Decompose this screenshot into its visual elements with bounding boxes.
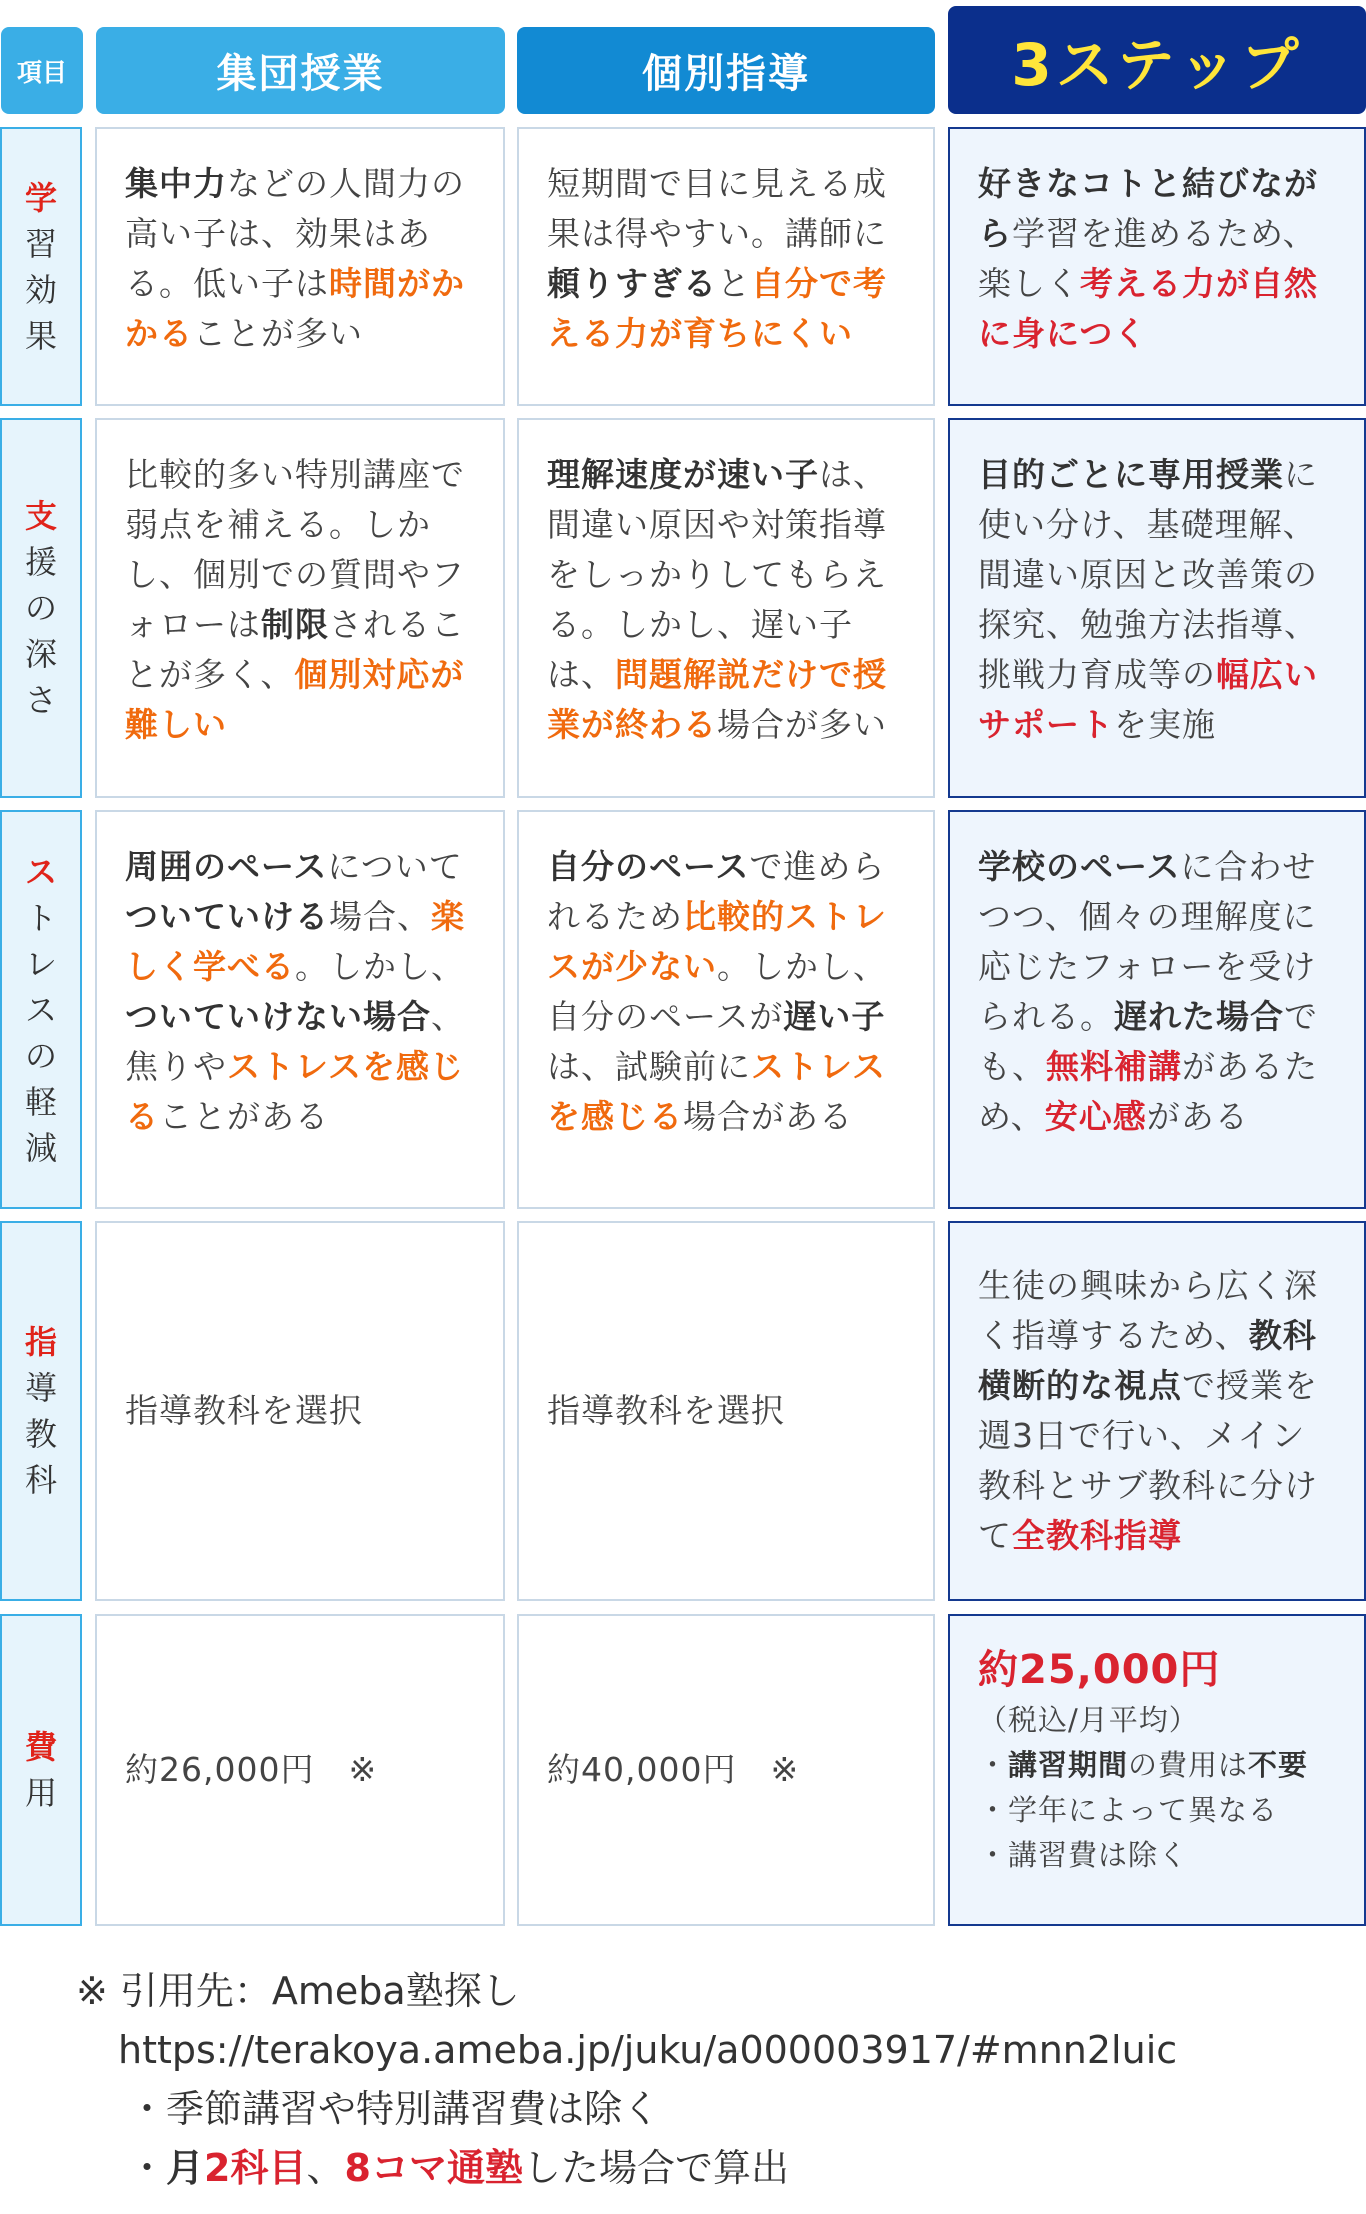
text: 比較的多い特別講座で弱点を補える。しかし、個別での質問やフォローは [125,455,465,644]
text: されることが多く、 [125,605,465,694]
row-label-subjects [0,1221,82,1601]
cell-support-three-step [948,418,1366,798]
cell-effect-group [95,127,505,406]
text: ことがある [159,1097,329,1136]
text: 指導教科を選択 [547,1391,785,1430]
text-bold: 遅れた場合 [1114,997,1284,1036]
price-value: 約25,000円 [978,1647,1221,1693]
cell-subjects-group [95,1221,505,1601]
text-highlight: 自分で考える力が育ちにくい [547,264,887,353]
text: などの人間力の高い子は、効果はある。低い子は [125,164,465,303]
text-bold: 好きなコトと結びながら [978,164,1318,253]
text: がある [1146,1097,1249,1136]
text: について [327,847,463,886]
text-highlight: 比較的ストレスが少ない [547,897,887,986]
text: 。しかし、自分のペースが [547,947,887,1036]
text: を実施 [1114,705,1216,744]
text-highlight: 安心感 [1044,1097,1147,1136]
text-highlight: 時間がかかる [125,264,465,353]
text-bold: 集中力 [125,164,227,203]
cell-stress-individual [517,810,935,1209]
label-char: 用 [24,1774,57,1812]
text: でも、 [978,997,1318,1086]
text-highlight: ストレスを感じる [125,1047,465,1136]
text-bold: 月 [166,2146,205,2190]
text-bold: 自分のペース [547,847,750,886]
footnote-url: https://terakoya.ameba.jp/juku/a000003917/#mnn2luic [118,2028,1178,2072]
row-label-cost [0,1614,82,1926]
label-char: 深 [24,635,57,673]
label-char: 教 [24,1415,57,1453]
text: 場合、 [329,897,431,936]
text-highlight: 無料補講 [1046,1047,1182,1086]
text-highlight: 個別対応が難しい [125,655,465,744]
row-label-learning-effect [0,127,82,406]
text: と [717,264,751,303]
text-bold: ついていける [125,897,329,936]
label-char: の [24,1036,57,1075]
text-highlight: 問題解説だけで授業が終わる [547,655,887,744]
label-char: 学 [24,178,57,217]
text: に使い分け、基礎理解、間違い原因と改善策の探究、勉強方法指導、挑戦力育成等の [978,455,1318,694]
text: で授業を週3日で行い、メイン教科とサブ教科に分けて [978,1366,1318,1555]
text-highlight: 全教科指導 [1012,1516,1182,1555]
label-char: ト [24,898,57,937]
text: 約40,000円 ※ [547,1750,800,1789]
text: 、焦りや [125,997,465,1086]
text: ・学年によって異なる [978,1793,1279,1827]
text-highlight: 8コマ通塾 [344,2146,523,2190]
label-char: 指 [24,1323,57,1361]
text: した場合で算出 [522,2146,789,2190]
label-char: 効 [24,270,57,309]
text: ことが多い [193,314,363,353]
cell-cost-individual [517,1614,935,1926]
text-highlight: 幅広いサポート [978,655,1318,744]
cell-stress-group [95,810,505,1209]
text-bold: 目的ごとに専用授業 [978,455,1284,494]
label-char: 果 [24,316,57,355]
cell-cost-group [95,1614,505,1926]
text-bold: 理解速度が速い子 [547,455,819,494]
label-char: 支 [24,497,57,535]
price-note: （税込/月平均） [978,1703,1199,1737]
text-highlight: ストレスを感じる [547,1047,887,1136]
text-bold: 制限 [261,605,329,644]
text: ・講習費は除く [978,1838,1189,1872]
text: ・ [128,2146,167,2190]
label-char: 軽 [24,1082,57,1121]
row-label-stress-reduction [0,810,82,1209]
text: で進められるため [547,847,886,936]
cell-cost-three-step [948,1614,1366,1926]
header-three-step: 3ステップ [948,6,1366,114]
footnote-calculation [76,2139,1366,2198]
text: 場合が多い [717,705,887,744]
label-char: の [24,589,57,627]
text-highlight: 2科目 [204,2146,307,2190]
footnote-source: ※ 引用先：Ameba塾探し [76,1969,520,2013]
header-group: 集団授業 [96,27,505,114]
text: 約26,000円 ※ [125,1750,378,1789]
text-bold: 学校のペース [978,847,1181,886]
label-char: 導 [24,1369,57,1407]
cell-stress-three-step [948,810,1366,1209]
text: の費用は [1128,1748,1249,1782]
text: 場合がある [683,1097,853,1136]
text: 学習を進めるため、楽しく [978,214,1317,303]
label-char: 費 [24,1728,57,1766]
footnotes [76,1962,1366,2198]
bullet-item [978,1743,1338,1788]
label-char: 習 [24,224,57,263]
header-item: 項目 [1,27,83,114]
text: に合わせつつ、個々の理解度に応じたフォローを受けられる。 [978,847,1317,1036]
text-bold: ついていけない場合 [125,997,431,1036]
text: 生徒の興味から広く深く指導するため、 [978,1266,1318,1355]
label-char: さ [24,681,57,719]
cell-effect-three-step [948,127,1366,406]
text: は、試験前に [547,1047,751,1086]
bullet-item [978,1788,1338,1833]
label-char: ス [24,990,57,1029]
text: ・ [978,1748,1009,1782]
text-bold: 遅い子 [783,997,886,1036]
cell-support-individual [517,418,935,798]
cell-effect-individual [517,127,935,406]
text: 指導教科を選択 [125,1391,363,1430]
cell-subjects-three-step [948,1221,1366,1601]
text: があるため、 [978,1047,1318,1136]
cell-support-group [95,418,505,798]
footnote-exclusion: ・季節講習や特別講習費は除く [128,2087,661,2131]
label-char: ス [24,852,57,891]
bullet-item [978,1833,1338,1878]
label-char: 科 [24,1461,57,1499]
text-bold: 周囲のペース [125,847,328,886]
text-highlight: 考える力が自然に身につく [978,264,1318,353]
header-individual: 個別指導 [517,27,935,114]
text: 短期間で目に見える成果は得やすい。講師に [547,164,887,253]
text-highlight: 楽しく学べる [125,897,465,986]
text-bold: 講習期間 [1008,1748,1129,1782]
label-char: 減 [24,1128,57,1167]
label-char: 援 [24,543,57,581]
text-bold: 頼りすぎる [547,264,717,303]
text: 、 [306,2146,345,2190]
text-bold: 不要 [1248,1748,1309,1782]
text: 。しかし、 [295,947,465,986]
row-label-support-depth [0,418,82,798]
label-char: レ [24,944,57,983]
text: は、間違い原因や対策指導をしっかりしてもらえる。しかし、遅い子は、 [547,455,887,694]
text-bold: 教科横断的な視点 [978,1316,1317,1405]
cell-subjects-individual [517,1221,935,1601]
